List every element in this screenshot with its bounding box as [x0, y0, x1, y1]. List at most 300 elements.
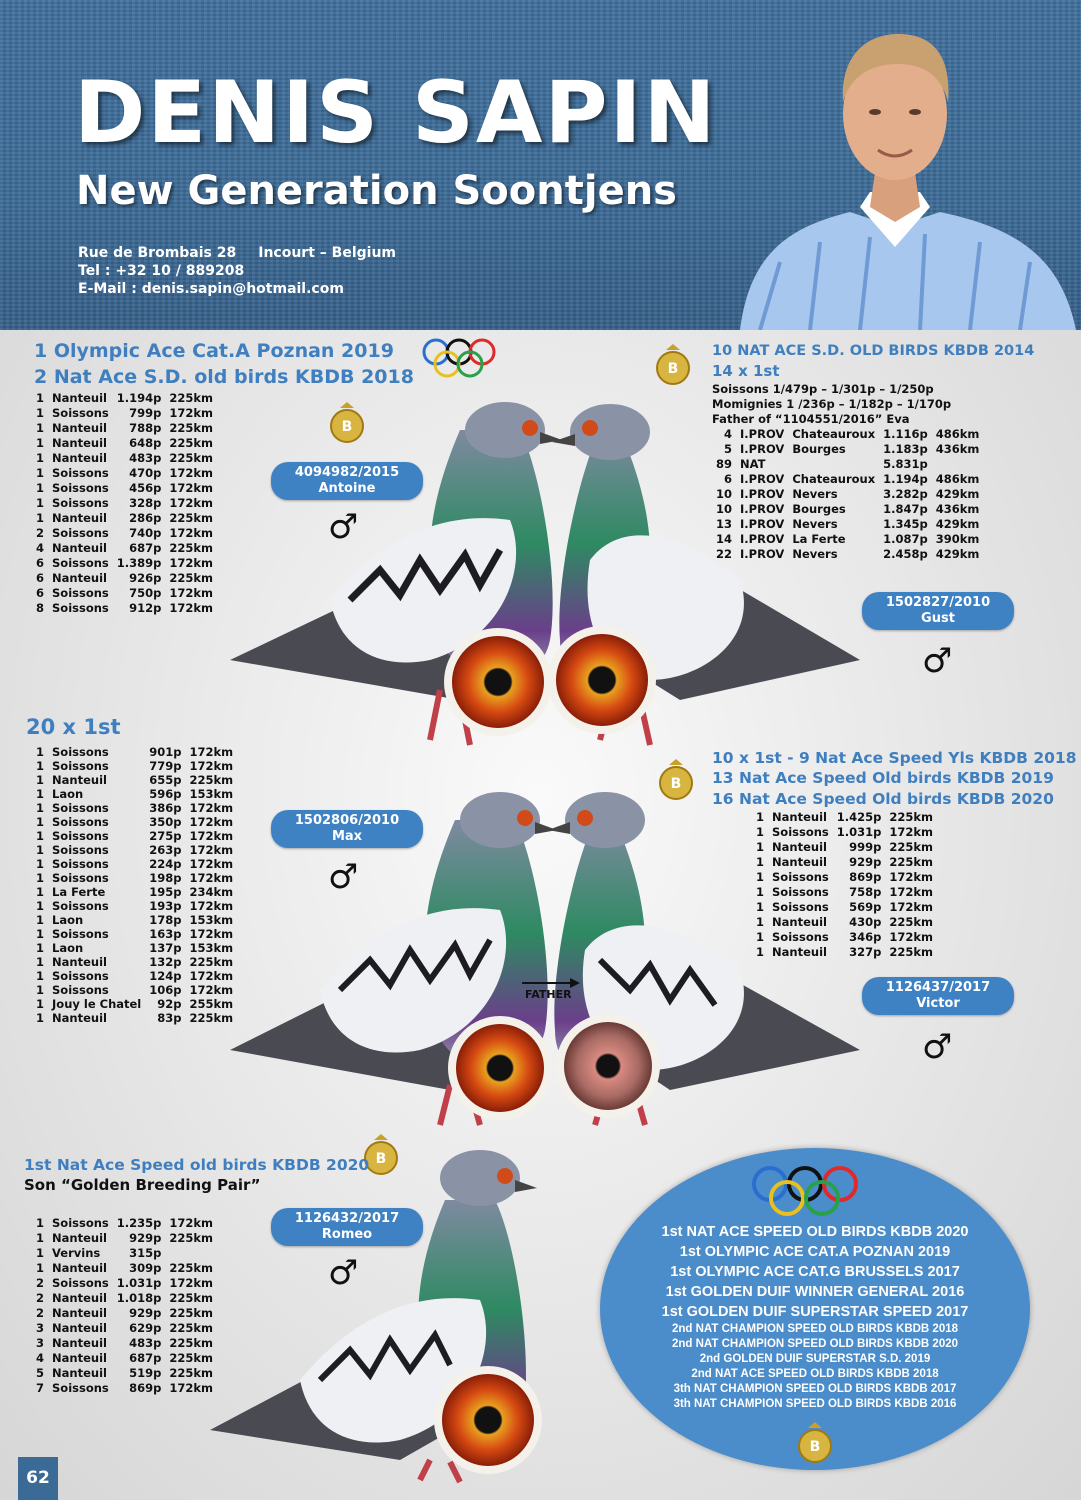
- romeo-title: 1st Nat Ace Speed old birds KBDB 2020: [24, 1156, 370, 1174]
- table-cell: Soissons: [52, 481, 109, 495]
- table-cell: 10: [716, 487, 733, 501]
- email: E-Mail : denis.sapin@hotmail.com: [78, 281, 344, 297]
- table-cell: 224p: [149, 857, 182, 871]
- table-cell: 6: [36, 586, 45, 600]
- table-cell: Soissons: [52, 1381, 109, 1395]
- table-cell: 483p: [129, 1336, 162, 1350]
- table-cell: Nanteuil: [52, 1011, 107, 1025]
- table-cell: La Ferte: [792, 532, 846, 546]
- pigeon-romeo: [210, 1150, 542, 1482]
- max-ring-badge: [271, 810, 423, 848]
- table-cell: 225km: [889, 810, 934, 824]
- table-cell: 225km: [189, 1011, 234, 1025]
- table-cell: 929p: [129, 1231, 162, 1245]
- victor-name: Victor: [916, 996, 960, 1011]
- table-cell: 195p: [149, 885, 182, 899]
- table-cell: Nanteuil: [52, 1231, 107, 1245]
- table-cell: 172km: [889, 900, 934, 914]
- table-cell: 172km: [169, 481, 214, 495]
- table-cell: 386p: [149, 801, 182, 815]
- table-cell: 172km: [189, 899, 234, 913]
- table-cell: 4: [724, 427, 733, 441]
- table-row: [712, 532, 983, 547]
- table-cell: 225km: [889, 855, 934, 869]
- table-cell: 1.183p: [883, 442, 928, 456]
- gust-title-2: 14 x 1st: [712, 362, 780, 380]
- kbdb-badge-icon: [328, 400, 366, 444]
- breeder-subtitle: New Generation Soontjens: [76, 168, 677, 214]
- table-cell: 193p: [149, 899, 182, 913]
- antoine-name: Antoine: [318, 481, 376, 496]
- table-cell: Soissons: [52, 815, 109, 829]
- table-row: [32, 1276, 217, 1291]
- table-cell: 1.194p: [116, 391, 162, 405]
- table-row: [32, 436, 217, 451]
- gust-results-table: [712, 427, 983, 562]
- table-cell: 225km: [169, 1306, 214, 1320]
- table-cell: 1: [36, 496, 45, 510]
- table-cell: 172km: [189, 843, 234, 857]
- gust-details: [712, 382, 951, 427]
- table-cell: I.PROV: [740, 427, 785, 441]
- table-cell: 8: [36, 601, 45, 615]
- table-cell: 1: [36, 843, 45, 857]
- table-cell: Soissons: [52, 843, 109, 857]
- table-cell: Laon: [52, 787, 84, 801]
- table-row: [32, 496, 217, 511]
- table-cell: 430p: [849, 915, 882, 929]
- table-cell: 225km: [169, 1321, 214, 1335]
- table-cell: 172km: [189, 829, 234, 843]
- table-cell: 13: [716, 517, 733, 531]
- table-cell: 1: [36, 1261, 45, 1275]
- table-cell: 225km: [169, 436, 214, 450]
- table-cell: 327p: [849, 945, 882, 959]
- table-cell: 172km: [169, 406, 214, 420]
- table-cell: 436km: [935, 502, 980, 516]
- table-cell: Nanteuil: [52, 421, 107, 435]
- table-row: [32, 526, 217, 541]
- victor-title-1: 10 x 1st - 9 Nat Ace Speed Yls KBDB 2018: [712, 749, 1077, 767]
- table-cell: Soissons: [52, 927, 109, 941]
- table-cell: 740p: [129, 526, 162, 540]
- svg-text:B: B: [809, 1439, 821, 1455]
- table-cell: 1.087p: [883, 532, 928, 546]
- table-cell: 92p: [157, 997, 182, 1011]
- table-row: [32, 571, 217, 586]
- table-cell: 429km: [935, 487, 980, 501]
- table-cell: Nanteuil: [52, 1306, 107, 1320]
- table-cell: 89: [716, 457, 733, 471]
- table-cell: 483p: [129, 451, 162, 465]
- table-cell: 1.345p: [883, 517, 928, 531]
- romeo-ring-badge: [271, 1208, 423, 1246]
- max-ring-number: 1502806/2010: [294, 813, 400, 828]
- table-cell: 1: [756, 930, 765, 944]
- table-cell: Nevers: [792, 547, 838, 561]
- gust-ring-badge: [862, 592, 1014, 630]
- table-cell: Soissons: [772, 885, 829, 899]
- table-cell: 1: [36, 1216, 45, 1230]
- table-cell: I.PROV: [740, 517, 785, 531]
- table-cell: 172km: [189, 871, 234, 885]
- table-cell: 4: [36, 541, 45, 555]
- antoine-title-1: 1 Olympic Ace Cat.A Poznan 2019: [34, 340, 394, 362]
- table-cell: 225km: [169, 1366, 214, 1380]
- table-cell: 1: [36, 436, 45, 450]
- table-row: [32, 997, 237, 1011]
- table-cell: 758p: [849, 885, 882, 899]
- table-cell: Nanteuil: [52, 541, 107, 555]
- table-cell: Nevers: [792, 487, 838, 501]
- table-cell: Soissons: [772, 900, 829, 914]
- table-row: [32, 871, 237, 885]
- table-cell: 172km: [169, 556, 214, 570]
- table-cell: I.PROV: [740, 487, 785, 501]
- table-row: [712, 547, 983, 562]
- table-row: [32, 843, 237, 857]
- table-row: [32, 1246, 217, 1261]
- table-cell: 569p: [849, 900, 882, 914]
- table-cell: I.PROV: [740, 472, 785, 486]
- table-cell: 1: [36, 899, 45, 913]
- gust-name: Gust: [921, 611, 955, 626]
- table-cell: 309p: [129, 1261, 162, 1275]
- victor-title-3: 16 Nat Ace Speed Old birds KBDB 2020: [712, 790, 1054, 808]
- table-cell: Soissons: [772, 930, 829, 944]
- table-cell: Soissons: [52, 899, 109, 913]
- table-cell: Nanteuil: [52, 571, 107, 585]
- male-symbol-icon: ♂: [922, 1027, 953, 1067]
- table-cell: Soissons: [52, 801, 109, 815]
- table-cell: 1.425p: [836, 810, 882, 824]
- table-row: [32, 829, 237, 843]
- achievement-item: 2nd NAT CHAMPION SPEED OLD BIRDS KBDB 2018: [671, 1323, 959, 1335]
- table-cell: 1: [756, 810, 765, 824]
- male-symbol-icon: ♂: [328, 507, 359, 547]
- table-cell: 1: [36, 421, 45, 435]
- table-row: [32, 969, 237, 983]
- table-cell: 750p: [129, 586, 162, 600]
- victor-ring-number: 1126437/2017: [885, 980, 991, 995]
- table-cell: 687p: [129, 1351, 162, 1365]
- table-row: [752, 885, 937, 900]
- table-row: [32, 815, 237, 829]
- table-cell: 999p: [849, 840, 882, 854]
- table-cell: 124p: [149, 969, 182, 983]
- table-cell: 929p: [129, 1306, 162, 1320]
- table-cell: 1: [36, 801, 45, 815]
- romeo-subtitle: Son “Golden Breeding Pair”: [24, 1176, 261, 1194]
- table-cell: Nanteuil: [772, 915, 827, 929]
- table-cell: 1.235p: [116, 1216, 162, 1230]
- table-row: [32, 1306, 217, 1321]
- table-cell: 83p: [157, 1011, 182, 1025]
- romeo-results-table: [32, 1216, 217, 1396]
- table-cell: [932, 457, 984, 472]
- table-cell: 1: [36, 815, 45, 829]
- table-cell: 172km: [889, 885, 934, 899]
- table-cell: 390km: [935, 532, 980, 546]
- table-row: [32, 955, 237, 969]
- achievements-oval: [600, 1148, 1030, 1470]
- table-cell: 286p: [129, 511, 162, 525]
- table-cell: 153km: [189, 941, 234, 955]
- table-cell: 225km: [889, 945, 934, 959]
- table-cell: Jouy le Chatel: [52, 997, 142, 1011]
- gust-line-3: Father of “1104551/2016” Eva: [712, 412, 910, 426]
- table-cell: 1.847p: [883, 502, 928, 516]
- table-cell: Nanteuil: [52, 1351, 107, 1365]
- table-row: [32, 556, 217, 571]
- table-cell: 172km: [169, 1381, 214, 1395]
- table-row: [32, 421, 217, 436]
- table-cell: Nanteuil: [772, 855, 827, 869]
- table-cell: 648p: [129, 436, 162, 450]
- table-row: [32, 586, 217, 601]
- table-cell: 172km: [169, 586, 214, 600]
- kbdb-badge-icon: [657, 757, 695, 801]
- table-cell: Soissons: [52, 745, 109, 759]
- table-cell: 486km: [935, 472, 980, 486]
- table-cell: 1.116p: [883, 427, 928, 441]
- svg-text:B: B: [667, 361, 679, 377]
- table-row: [712, 472, 983, 487]
- table-cell: Nanteuil: [772, 945, 827, 959]
- table-cell: 1: [756, 915, 765, 929]
- table-cell: 5.831p: [883, 457, 928, 471]
- table-cell: 1: [756, 885, 765, 899]
- max-title: 20 x 1st: [26, 715, 121, 739]
- telephone: Tel : +32 10 / 889208: [78, 263, 245, 279]
- table-cell: 178p: [149, 913, 182, 927]
- table-cell: 225km: [169, 1291, 214, 1305]
- table-cell: [788, 457, 879, 472]
- table-cell: 1: [756, 825, 765, 839]
- table-cell: 6: [36, 556, 45, 570]
- table-cell: 172km: [169, 466, 214, 480]
- table-row: [752, 810, 937, 825]
- table-cell: Bourges: [792, 502, 846, 516]
- table-cell: 1: [36, 927, 45, 941]
- table-cell: 869p: [129, 1381, 162, 1395]
- table-cell: 470p: [129, 466, 162, 480]
- table-cell: Bourges: [792, 442, 846, 456]
- table-cell: 225km: [169, 1261, 214, 1275]
- table-row: [752, 855, 937, 870]
- table-row: [32, 1231, 217, 1246]
- table-cell: 5: [724, 442, 733, 456]
- pigeon-antoine: [230, 402, 562, 745]
- table-cell: 22: [716, 547, 733, 561]
- table-cell: 172km: [169, 1216, 214, 1230]
- table-cell: 1: [36, 1246, 45, 1260]
- table-row: [752, 840, 937, 855]
- table-cell: 153km: [189, 913, 234, 927]
- table-row: [32, 1366, 217, 1381]
- table-row: [32, 1351, 217, 1366]
- gust-line-1: Soissons 1/479p – 1/301p – 1/250p: [712, 382, 934, 396]
- table-cell: 225km: [189, 955, 234, 969]
- svg-text:B: B: [375, 1151, 387, 1167]
- table-cell: 2: [36, 1291, 45, 1305]
- location: Incourt – Belgium: [258, 245, 396, 261]
- table-cell: La Ferte: [52, 885, 106, 899]
- table-cell: Soissons: [52, 759, 109, 773]
- table-cell: 172km: [169, 1276, 214, 1290]
- table-cell: 275p: [149, 829, 182, 843]
- table-cell: Soissons: [52, 601, 109, 615]
- table-cell: Nanteuil: [52, 1366, 107, 1380]
- table-row: [752, 870, 937, 885]
- table-cell: Nanteuil: [52, 1261, 107, 1275]
- table-cell: 2.458p: [883, 547, 928, 561]
- table-row: [32, 773, 237, 787]
- male-symbol-icon: ♂: [922, 641, 953, 681]
- table-cell: Chateauroux: [792, 472, 876, 486]
- table-cell: 153km: [189, 787, 234, 801]
- table-cell: Soissons: [772, 870, 829, 884]
- table-cell: 225km: [889, 915, 934, 929]
- table-row: [32, 601, 217, 616]
- svg-text:B: B: [670, 776, 682, 792]
- table-cell: 1: [36, 857, 45, 871]
- table-cell: 1: [36, 759, 45, 773]
- table-cell: 1: [36, 451, 45, 465]
- table-cell: 225km: [169, 1351, 214, 1365]
- table-cell: Laon: [52, 941, 84, 955]
- svg-text:B: B: [341, 419, 353, 435]
- table-cell: 596p: [149, 787, 182, 801]
- table-cell: 429km: [935, 517, 980, 531]
- table-cell: 198p: [149, 871, 182, 885]
- table-cell: 1: [756, 945, 765, 959]
- table-cell: 328p: [129, 496, 162, 510]
- table-cell: Soissons: [52, 496, 109, 510]
- table-cell: I.PROV: [740, 442, 785, 456]
- table-cell: 1: [756, 900, 765, 914]
- gust-title-1: 10 NAT ACE S.D. OLD BIRDS KBDB 2014: [712, 343, 1035, 359]
- table-cell: I.PROV: [740, 547, 785, 561]
- table-cell: 1: [36, 1011, 45, 1025]
- table-cell: 172km: [169, 496, 214, 510]
- table-cell: 869p: [849, 870, 882, 884]
- table-cell: 346p: [849, 930, 882, 944]
- table-cell: Soissons: [52, 983, 109, 997]
- table-row: [32, 801, 237, 815]
- olympic-rings-icon: [750, 1164, 860, 1220]
- table-cell: 436km: [935, 442, 980, 456]
- table-cell: 2: [36, 1276, 45, 1290]
- table-cell: Soissons: [52, 406, 109, 420]
- antoine-ring-badge: [271, 462, 423, 500]
- table-cell: 225km: [169, 571, 214, 585]
- gust-ring-number: 1502827/2010: [885, 595, 991, 610]
- table-cell: 6: [724, 472, 733, 486]
- table-cell: 234km: [189, 885, 234, 899]
- table-cell: 225km: [169, 511, 214, 525]
- victor-ring-badge: [862, 977, 1014, 1015]
- table-row: [32, 857, 237, 871]
- table-cell: Nanteuil: [52, 1336, 107, 1350]
- table-cell: 1: [36, 913, 45, 927]
- table-cell: 225km: [169, 451, 214, 465]
- antoine-ring-number: 4094982/2015: [294, 465, 400, 480]
- table-row: [32, 541, 217, 556]
- page-number: 62: [18, 1457, 58, 1500]
- table-row: [32, 983, 237, 997]
- table-row: [32, 1321, 217, 1336]
- male-symbol-icon: ♂: [328, 1253, 359, 1293]
- table-cell: 629p: [129, 1321, 162, 1335]
- achievement-item: 1st GOLDEN DUIF SUPERSTAR SPEED 2017: [661, 1304, 969, 1320]
- table-row: [712, 502, 983, 517]
- table-cell: Soissons: [52, 466, 109, 480]
- table-cell: 1: [36, 773, 45, 787]
- table-cell: 163p: [149, 927, 182, 941]
- table-row: [32, 1216, 217, 1231]
- table-cell: 14: [716, 532, 733, 546]
- table-cell: 429km: [935, 547, 980, 561]
- antoine-results-table: [32, 391, 217, 616]
- table-row: [32, 481, 217, 496]
- table-cell: 1.389p: [116, 556, 162, 570]
- table-cell: Vervins: [52, 1246, 101, 1260]
- table-cell: Soissons: [52, 1276, 109, 1290]
- table-cell: Nanteuil: [52, 451, 107, 465]
- breeder-name: DENIS SAPIN: [74, 63, 718, 163]
- table-cell: 929p: [849, 855, 882, 869]
- father-label: FATHER: [525, 988, 572, 1001]
- table-cell: 172km: [169, 526, 214, 540]
- victor-results-table: [752, 810, 937, 960]
- table-cell: 225km: [889, 840, 934, 854]
- table-row: [32, 927, 237, 941]
- male-symbol-icon: ♂: [328, 857, 359, 897]
- table-row: [32, 511, 217, 526]
- table-cell: 1: [756, 870, 765, 884]
- table-row: [32, 1336, 217, 1351]
- table-cell: 350p: [149, 815, 182, 829]
- table-cell: 3: [36, 1321, 45, 1335]
- achievement-item: 1st GOLDEN DUIF WINNER GENERAL 2016: [665, 1284, 965, 1300]
- table-cell: Soissons: [52, 1216, 109, 1230]
- table-cell: 172km: [189, 759, 234, 773]
- table-row: [752, 915, 937, 930]
- table-cell: 799p: [129, 406, 162, 420]
- table-cell: 1: [36, 787, 45, 801]
- table-cell: Nanteuil: [52, 391, 107, 405]
- victor-title-2: 13 Nat Ace Speed Old birds KBDB 2019: [712, 769, 1054, 787]
- table-row: [32, 787, 237, 801]
- table-cell: Nanteuil: [52, 1291, 107, 1305]
- table-cell: 1: [36, 983, 45, 997]
- max-results-table: [32, 745, 237, 1025]
- kbdb-badge-icon: [796, 1420, 834, 1464]
- table-cell: Soissons: [52, 526, 109, 540]
- table-cell: 1.031p: [836, 825, 882, 839]
- table-row: [32, 466, 217, 481]
- table-row: [752, 945, 937, 960]
- table-cell: 779p: [149, 759, 182, 773]
- table-cell: 132p: [149, 955, 182, 969]
- table-cell: 1: [36, 871, 45, 885]
- table-cell: I.PROV: [740, 532, 785, 546]
- table-cell: Nanteuil: [52, 511, 107, 525]
- table-cell: Soissons: [52, 556, 109, 570]
- kbdb-badge-icon: [654, 342, 692, 386]
- table-cell: 172km: [189, 983, 234, 997]
